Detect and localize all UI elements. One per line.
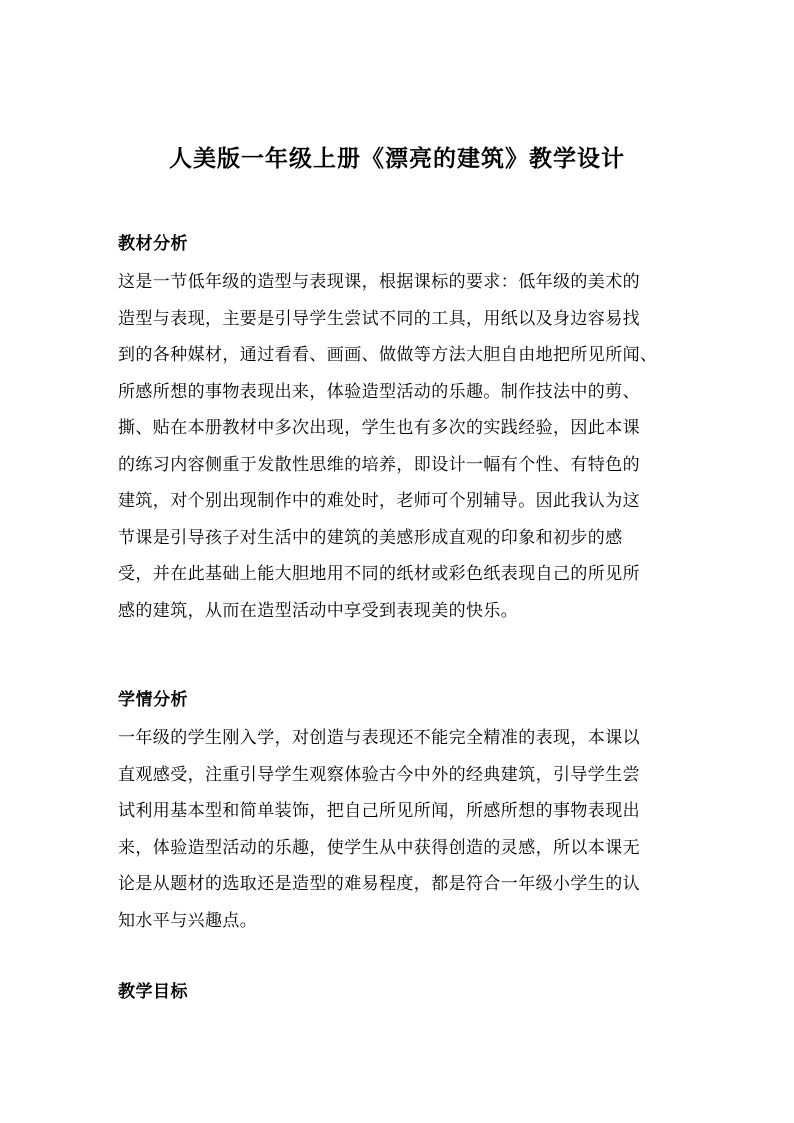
paragraph-line: 试利用基本型和简单装饰，把自己所见所闻，所感所想的事物表现出 <box>118 801 640 821</box>
paragraph-line: 来，体验造型活动的乐趣，使学生从中获得创造的灵感，所以本课无 <box>118 837 640 858</box>
paragraph-line: 所感所想的事物表现出来，体验造型活动的乐趣。制作技法中的剪、 <box>118 381 640 402</box>
paragraph-line: 受，并在此基础上能大胆地用不同的纸材或彩色纸表现自己的所见所 <box>118 564 640 584</box>
section-body-textbook-analysis <box>118 264 688 629</box>
section-body-learner-analysis <box>118 720 688 939</box>
paragraph-line: 节课是引导孩子对生活中的建筑的美感形成直观的印象和初步的感 <box>118 527 623 548</box>
paragraph-line: 建筑，对个别出现制作中的难处时，老师可个别辅导。因此我认为这 <box>118 491 640 511</box>
paragraph-line: 知水平与兴趣点。 <box>118 910 258 931</box>
section-heading-teaching-objectives: 教学目标 <box>118 982 188 1002</box>
paragraph-line: 这是一节低年级的造型与表现课，根据课标的要求：低年级的美术的 <box>118 272 640 292</box>
paragraph-line: 论是从题材的选取还是造型的难易程度，都是符合一年级小学生的认 <box>118 874 640 894</box>
document-title: 人美版一年级上册《漂亮的建筑》教学设计 <box>169 145 625 172</box>
paragraph-line: 直观感受，注重引导学生观察体验古今中外的经典建筑，引导学生尝 <box>118 764 640 785</box>
paragraph-line: 感的建筑，从而在造型活动中享受到表现美的快乐。 <box>118 600 519 621</box>
section-heading-textbook-analysis: 教材分析 <box>118 234 188 254</box>
section-heading-learner-analysis: 学情分析 <box>118 690 188 710</box>
paragraph-line: 撕、贴在本册教材中多次出现，学生也有多次的实践经验，因此本课 <box>118 418 640 438</box>
paragraph-line: 造型与表现，主要是引导学生尝试不同的工具，用纸以及身边容易找 <box>118 308 640 329</box>
paragraph-line: 一年级的学生刚入学，对创造与表现还不能完全精准的表现，本课以 <box>118 728 640 748</box>
paragraph-line: 到的各种媒材，通过看看、画画、做做等方法大胆自由地把所见所闻、 <box>118 345 658 365</box>
paragraph-line: 的练习内容侧重于发散性思维的培养，即设计一幅有个性、有特色的 <box>118 454 640 475</box>
